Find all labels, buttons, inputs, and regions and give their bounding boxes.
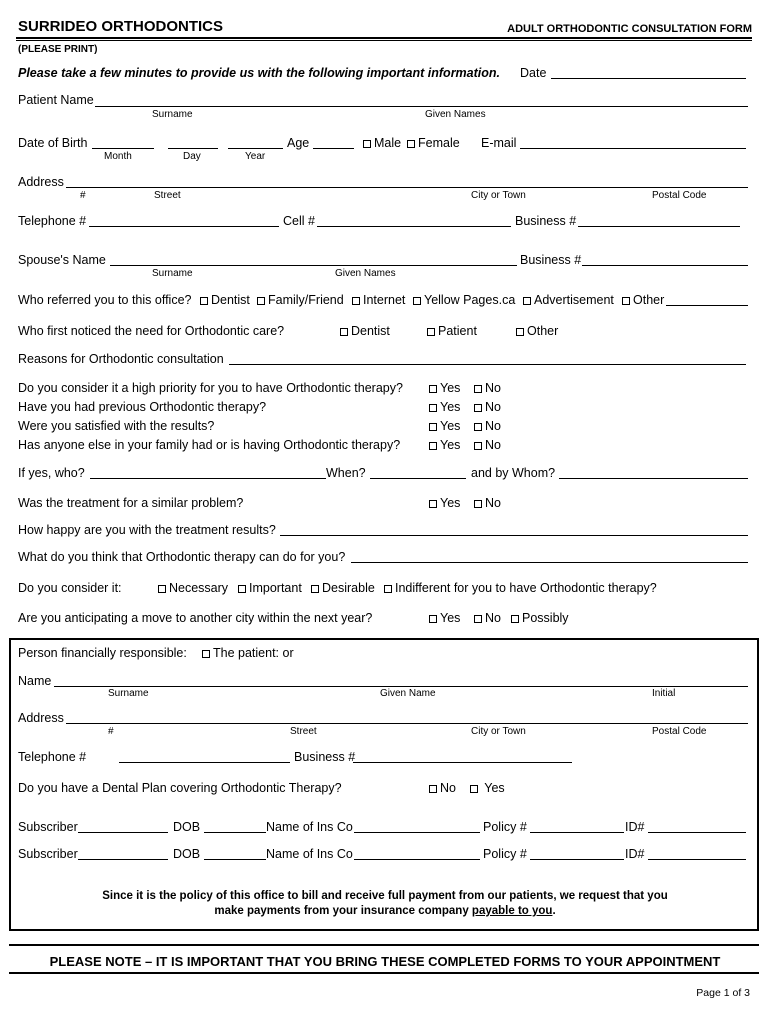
please-print: (PLEASE PRINT) [18, 44, 98, 55]
satisfied-no-option[interactable]: No [474, 419, 501, 433]
street-caption: Street [154, 190, 181, 201]
address-number-caption: # [80, 190, 86, 201]
female-option[interactable]: Female [407, 136, 460, 150]
similar-yes-option[interactable]: Yes [429, 496, 460, 510]
previous-yes-option[interactable]: Yes [429, 400, 460, 414]
checkbox-icon[interactable] [407, 140, 415, 148]
checkbox-icon[interactable] [474, 385, 482, 393]
cell-label: Cell # [283, 214, 315, 228]
spouse-business-field[interactable] [582, 265, 748, 266]
how-happy-field[interactable] [280, 535, 748, 536]
month-caption: Month [104, 151, 132, 162]
financial-street-caption: Street [290, 726, 317, 737]
checkbox-icon[interactable] [384, 585, 392, 593]
checkbox-icon[interactable] [474, 442, 482, 450]
move-possibly-option[interactable]: Possibly [511, 611, 569, 625]
by-whom-field[interactable] [559, 478, 748, 479]
subscriber-2-field[interactable] [78, 859, 168, 860]
spouse-name-label: Spouse's Name [18, 253, 106, 267]
payable-to-you: payable to you [471, 905, 553, 917]
referral-yellow-pages-option[interactable]: Yellow Pages.ca [413, 293, 515, 307]
financial-initial-caption: Initial [652, 688, 676, 699]
financial-name-label: Name [18, 674, 52, 688]
age-label: Age [287, 136, 310, 150]
satisfied-yes-option[interactable]: Yes [429, 419, 460, 433]
checkbox-icon[interactable] [429, 785, 437, 793]
payment-policy-line-2: make payments from your insurance company payable to you. [214, 905, 556, 917]
practice-title: SURRIDEO ORTHODONTICS [18, 18, 224, 35]
dob-label: Date of Birth [18, 136, 88, 150]
subscriber-label: Subscriber [18, 847, 78, 861]
family-no-option[interactable]: No [474, 438, 501, 452]
checkbox-icon[interactable] [238, 585, 246, 593]
header-rule-thin [16, 40, 752, 41]
notice-bottom-rule [9, 972, 759, 974]
intro-text: Please take a few minutes to provide us with the following important information. [18, 66, 501, 80]
subscriber-1-id-field[interactable] [648, 832, 746, 833]
financial-business-label: Business # [294, 750, 356, 764]
referral-question: Who referred you to this office? [18, 293, 192, 307]
checkbox-icon[interactable] [474, 500, 482, 508]
checkbox-icon[interactable] [413, 297, 421, 305]
financial-city-caption: City or Town [471, 726, 526, 737]
telephone-field[interactable] [89, 226, 279, 227]
dob-day-field[interactable] [168, 148, 218, 149]
page-number: Page 1 of 3 [696, 987, 750, 999]
id-label: ID# [625, 847, 645, 861]
priority-no-option[interactable]: No [474, 381, 501, 395]
city-caption: City or Town [471, 190, 526, 201]
checkbox-icon[interactable] [429, 615, 437, 623]
financial-address-number-caption: # [108, 726, 114, 737]
financial-responsible-label: Person financially responsible: [18, 646, 187, 660]
ins-co-label: Name of Ins Co [266, 847, 353, 861]
checkbox-icon[interactable] [311, 585, 319, 593]
consider-necessary-option[interactable]: Necessary [158, 581, 228, 595]
day-caption: Day [183, 151, 201, 162]
checkbox-icon[interactable] [516, 328, 524, 336]
notice-top-rule [9, 944, 759, 946]
checkbox-icon[interactable] [429, 385, 437, 393]
policy-label: Policy # [483, 847, 527, 861]
ins-co-label: Name of Ins Co [266, 820, 353, 834]
header-rule [16, 37, 752, 39]
postal-caption: Postal Code [652, 190, 707, 201]
financial-given-caption: Given Name [380, 688, 436, 699]
checkbox-icon[interactable] [427, 328, 435, 336]
bring-forms-notice: PLEASE NOTE – IT IS IMPORTANT THAT YOU BRING THESE COMPLETED FORMS TO YOUR APPOINTMENT [49, 954, 721, 969]
referral-family-option[interactable]: Family/Friend [257, 293, 344, 307]
similar-no-option[interactable]: No [474, 496, 501, 510]
reasons-field[interactable] [229, 364, 746, 365]
checkbox-icon[interactable] [511, 615, 519, 623]
referral-internet-option[interactable]: Internet [352, 293, 405, 307]
reasons-label: Reasons for Orthodontic consultation [18, 352, 224, 366]
financial-business-field[interactable] [353, 762, 572, 763]
priority-question: Do you consider it a high priority for you to have Orthodontic therapy? [18, 381, 403, 395]
checkbox-icon[interactable] [202, 650, 210, 658]
if-yes-who-label: If yes, who? [18, 466, 85, 480]
spouse-surname-caption: Surname [152, 268, 193, 279]
checkbox-icon[interactable] [474, 615, 482, 623]
dental-plan-yes-option[interactable]: Yes [470, 781, 505, 795]
spouse-given-caption: Given Names [335, 268, 396, 279]
checkbox-icon[interactable] [340, 328, 348, 336]
subscriber-2-id-field[interactable] [648, 859, 746, 860]
given-names-caption: Given Names [425, 109, 486, 120]
spouse-name-field[interactable] [110, 265, 517, 266]
subscriber-2-policy-field[interactable] [530, 859, 624, 860]
business-field[interactable] [578, 226, 740, 227]
checkbox-icon[interactable] [363, 140, 371, 148]
family-therapy-question: Has anyone else in your family had or is having Orthodontic therapy? [18, 438, 401, 452]
form-title: ADULT ORTHODONTIC CONSULTATION FORM [507, 23, 752, 35]
how-happy-question: How happy are you with the treatment results? [18, 523, 276, 537]
financial-postal-caption: Postal Code [652, 726, 707, 737]
id-label: ID# [625, 820, 645, 834]
previous-no-option[interactable]: No [474, 400, 501, 414]
checkbox-icon[interactable] [200, 297, 208, 305]
patient-name-field[interactable] [95, 106, 748, 107]
move-no-option[interactable]: No [474, 611, 501, 625]
similar-problem-question: Was the treatment for a similar problem? [18, 496, 244, 510]
dental-plan-no-option[interactable]: No [429, 781, 456, 795]
checkbox-icon[interactable] [158, 585, 166, 593]
financial-telephone-field[interactable] [119, 762, 290, 763]
consider-indifferent-option[interactable]: Indifferent for you to have Orthodontic therapy? [384, 581, 657, 595]
financial-telephone-label: Telephone # [18, 750, 87, 764]
dob-month-field[interactable] [92, 148, 154, 149]
date-label: Date [520, 66, 547, 80]
checkbox-icon[interactable] [622, 297, 630, 305]
satisfied-question: Were you satisfied with the results? [18, 419, 215, 433]
family-yes-option[interactable]: Yes [429, 438, 460, 452]
spouse-business-label: Business # [520, 253, 582, 267]
subscriber-1-ins-co-field[interactable] [354, 832, 480, 833]
what-think-question: What do you think that Orthodontic therapy can do for you? [18, 550, 346, 564]
consider-desirable-option[interactable]: Desirable [311, 581, 375, 595]
noticed-patient-option[interactable]: Patient [427, 324, 477, 338]
when-label: When? [326, 466, 366, 480]
move-question: Are you anticipating a move to another city within the next year? [18, 611, 373, 625]
checkbox-icon[interactable] [429, 404, 437, 412]
dob-year-field[interactable] [228, 148, 283, 149]
checkbox-icon[interactable] [352, 297, 360, 305]
subscriber-1-policy-field[interactable] [530, 832, 624, 833]
checkbox-icon[interactable] [474, 423, 482, 431]
subscriber-label: Subscriber [18, 820, 78, 834]
subscriber-2-ins-co-field[interactable] [354, 859, 480, 860]
when-field[interactable] [370, 478, 466, 479]
year-caption: Year [245, 151, 266, 162]
noticed-question: Who first noticed the need for Orthodontic care? [18, 324, 285, 338]
noticed-dentist-option[interactable]: Dentist [340, 324, 390, 338]
payment-policy-line-1: Since it is the policy of this office to bill and receive full payment from our patients, we request that you [102, 890, 668, 902]
by-whom-label: and by Whom? [471, 466, 556, 480]
dob-label: DOB [173, 820, 201, 834]
checkbox-icon[interactable] [429, 442, 437, 450]
age-field[interactable] [313, 148, 354, 149]
move-yes-option[interactable]: Yes [429, 611, 460, 625]
referral-other-field[interactable] [666, 305, 748, 306]
priority-yes-option[interactable]: Yes [429, 381, 460, 395]
surname-caption: Surname [152, 109, 193, 120]
address-field[interactable] [66, 187, 748, 188]
consider-label: Do you consider it: [18, 581, 122, 595]
who-field[interactable] [90, 478, 326, 479]
referral-advertisement-option[interactable]: Advertisement [523, 293, 614, 307]
financial-patient-option[interactable]: The patient: or [202, 646, 294, 660]
patient-name-label: Patient Name [18, 93, 94, 107]
email-field[interactable] [520, 148, 746, 149]
referral-dentist-option[interactable]: Dentist [200, 293, 250, 307]
noticed-other-option[interactable]: Other [516, 324, 558, 338]
financial-name-field[interactable] [54, 686, 748, 687]
email-label: E-mail [481, 136, 517, 150]
consider-important-option[interactable]: Important [238, 581, 302, 595]
business-label: Business # [515, 214, 577, 228]
checkbox-icon[interactable] [257, 297, 265, 305]
what-think-field[interactable] [351, 562, 748, 563]
subscriber-2-dob-field[interactable] [204, 859, 266, 860]
financial-surname-caption: Surname [108, 688, 149, 699]
checkbox-icon[interactable] [523, 297, 531, 305]
subscriber-1-field[interactable] [78, 832, 168, 833]
checkbox-icon[interactable] [474, 404, 482, 412]
subscriber-1-dob-field[interactable] [204, 832, 266, 833]
financial-address-field[interactable] [66, 723, 748, 724]
address-label: Address [18, 175, 64, 189]
checkbox-icon[interactable] [429, 500, 437, 508]
dental-plan-question: Do you have a Dental Plan covering Orthodontic Therapy? [18, 781, 342, 795]
financial-address-label: Address [18, 711, 64, 725]
telephone-label: Telephone # [18, 214, 87, 228]
referral-other-option[interactable]: Other [622, 293, 664, 307]
date-field[interactable] [551, 78, 746, 79]
previous-therapy-question: Have you had previous Orthodontic therapy? [18, 400, 267, 414]
dob-label: DOB [173, 847, 201, 861]
checkbox-icon[interactable] [429, 423, 437, 431]
policy-label: Policy # [483, 820, 527, 834]
checkbox-icon[interactable] [470, 785, 478, 793]
cell-field[interactable] [317, 226, 511, 227]
male-option[interactable]: Male [363, 136, 401, 150]
